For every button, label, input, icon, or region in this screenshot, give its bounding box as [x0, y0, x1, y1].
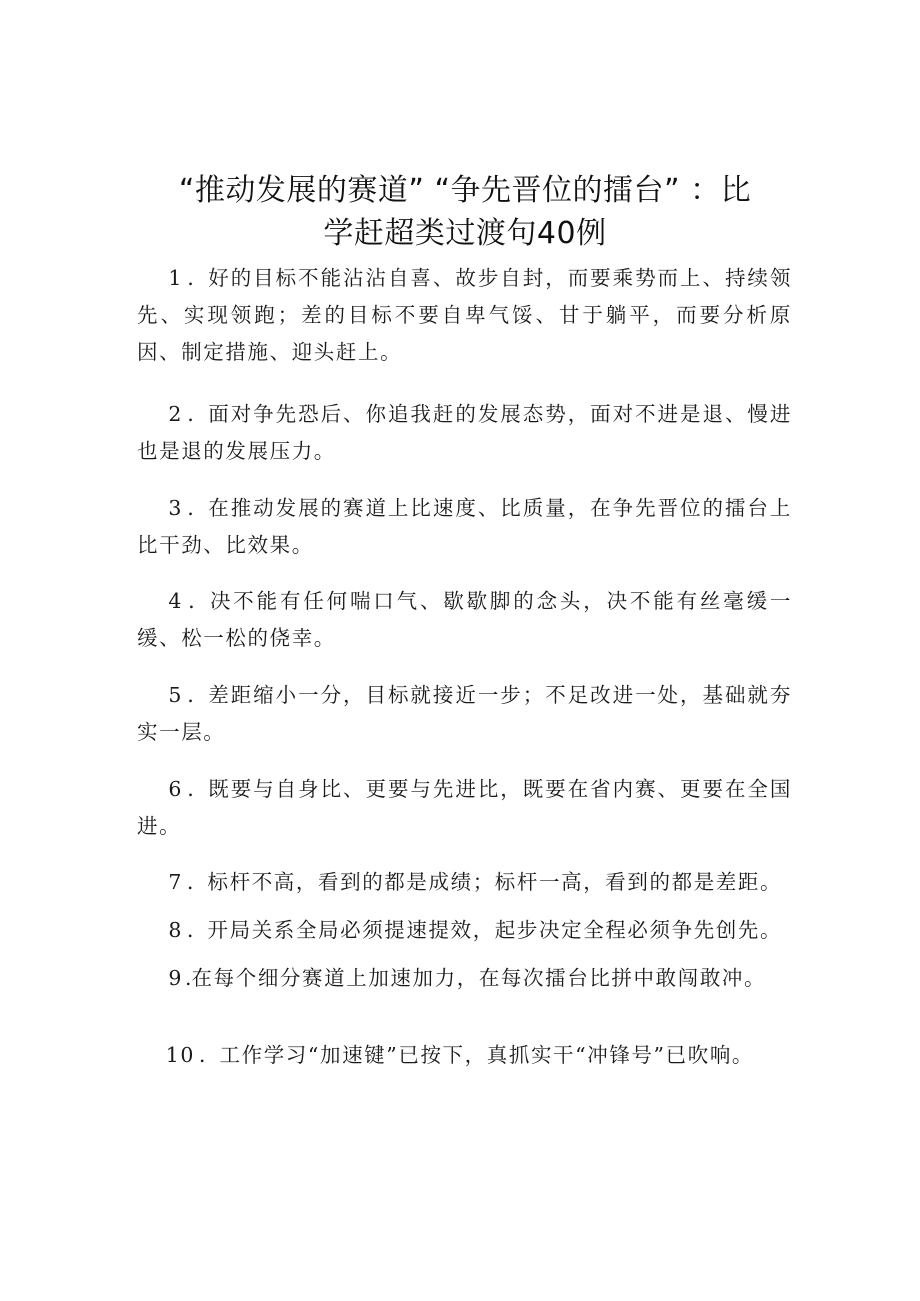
item-number: 3: [168, 496, 183, 520]
list-item: 4 ．决不能有任何喘口气、歇歇脚的念头，决不能有丝毫缓一缓、松一松的侥幸。: [137, 583, 792, 657]
item-number: 10: [165, 1043, 195, 1067]
list-item: 2 ．面对争先恐后、你追我赶的发展态势，面对不进是退、慢进也是退的发展压力。: [137, 396, 792, 470]
list-item: 8 ．开局关系全局必须提速提效，起步决定全程必须争先创先。: [137, 912, 792, 949]
list-item: 5 ．差距缩小一分，目标就接近一步；不足改进一处，基础就夯实一层。: [137, 677, 792, 751]
list-item: 10 ．工作学习“加速键”已按下，真抓实干“冲锋号”已吹响。: [137, 1037, 792, 1074]
item-text: 工作学习“加速键”已按下，真抓实干“冲锋号”已吹响。: [219, 1043, 755, 1067]
item-text: 面对争先恐后、你追我赶的发展态势，面对不进是退、慢进也是退的发展压力。: [137, 402, 792, 463]
item-number: 1: [168, 266, 183, 290]
list-item: 1 ．好的目标不能沾沾自喜、故步自封，而要乘势而上、持续领先、实现领跑；差的目标不要自卑气馁、甘于躺平，而要分析原因、制定措施、迎头赶上。: [137, 260, 792, 371]
item-text: 在推动发展的赛道上比速度、比质量，在争先晋位的擂台上比干劲、比效果。: [137, 496, 792, 557]
document-title-line-2: 学赶超类过渡句40例: [323, 216, 607, 251]
item-text: 好的目标不能沾沾自喜、故步自封，而要乘势而上、持续领先、实现领跑；差的目标不要自卑气馁、甘于躺平，而要分析原因、制定措施、迎头赶上。: [137, 266, 792, 364]
item-text: 标杆不高，看到的都是成绩；标杆一高，看到的都是差距。: [207, 870, 783, 894]
item-text: 开局关系全局必须提速提效，起步决定全程必须争先创先。: [207, 918, 783, 942]
list-item: 6 ．既要与自身比、更要与先进比，既要在省内赛、更要在全国进。: [137, 771, 792, 845]
item-text: 决不能有任何喘口气、歇歇脚的念头，决不能有丝毫缓一缓、松一松的侥幸。: [137, 589, 793, 650]
item-number: 7: [168, 870, 183, 894]
item-text: 在每个细分赛道上加速加力，在每次擂台比拼中敢闯敢冲。: [191, 966, 767, 990]
list-item: 3 ．在推动发展的赛道上比速度、比质量，在争先晋位的擂台上比干劲、比效果。: [137, 490, 792, 564]
item-number: 6: [168, 777, 183, 801]
item-text: 既要与自身比、更要与先进比，既要在省内赛、更要在全国进。: [137, 777, 792, 838]
list-item: 9.在每个细分赛道上加速加力，在每次擂台比拼中敢闯敢冲。: [137, 960, 792, 997]
item-number: 2: [168, 402, 183, 426]
item-number: 5: [168, 683, 183, 707]
document-title-line-1: “推动发展的赛道” “争先晋位的擂台” ：比: [178, 173, 752, 208]
item-text: 差距缩小一分，目标就接近一步；不足改进一处，基础就夯实一层。: [137, 683, 792, 744]
item-number: 9: [168, 966, 183, 990]
item-number: 4: [168, 589, 183, 613]
list-item: 7 ．标杆不高，看到的都是成绩；标杆一高，看到的都是差距。: [137, 864, 792, 901]
item-number: 8: [168, 918, 183, 942]
